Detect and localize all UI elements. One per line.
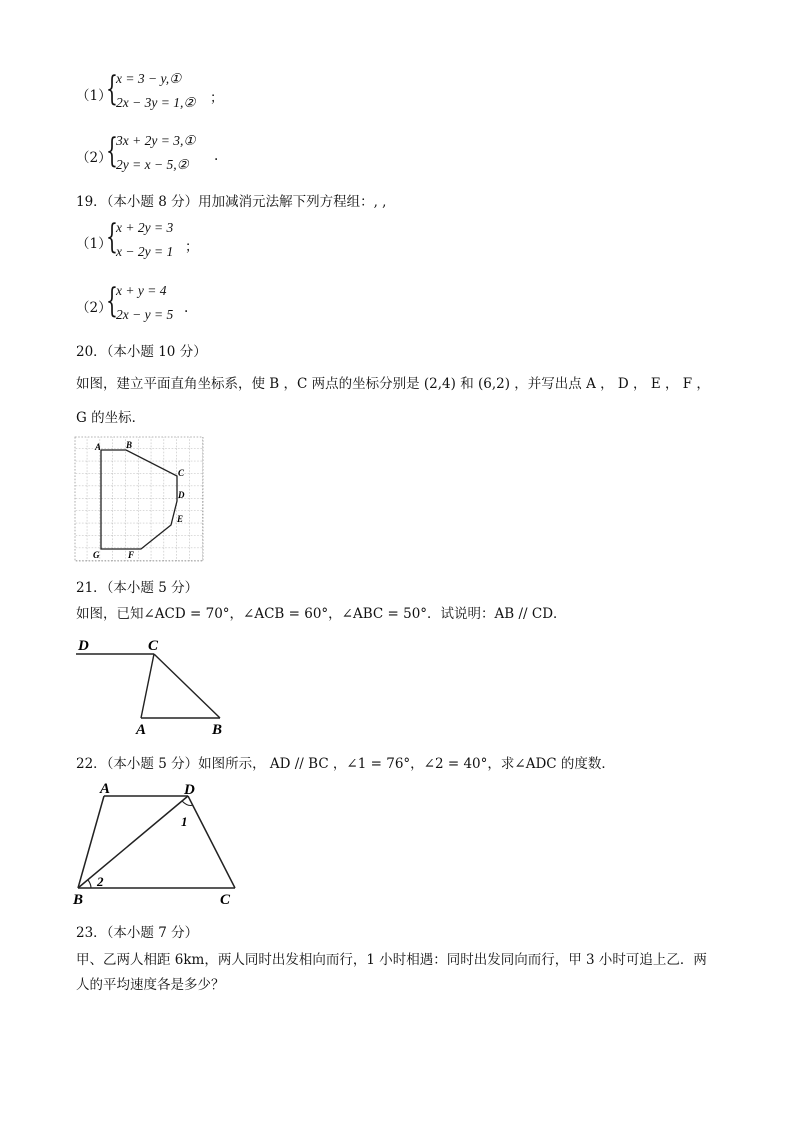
label-C: C: [220, 892, 231, 908]
label-B: B: [126, 440, 133, 450]
q20-heading: 20．（本小题 10 分）: [76, 344, 207, 360]
punctuation: .: [184, 300, 189, 316]
brace: {: [106, 217, 118, 257]
q21-triangle-figure: [74, 630, 234, 740]
label-C: C: [178, 468, 185, 478]
brace: {: [106, 131, 118, 171]
brace: {: [106, 281, 118, 321]
label-A: A: [95, 442, 102, 452]
label-angle-2: 2: [97, 874, 104, 889]
label-F: F: [128, 550, 135, 560]
q19-heading: 19．（本小题 8 分）用加减消元法解下列方程组：, ,: [76, 194, 387, 210]
equation-line: 3x + 2y = 3,①: [116, 133, 196, 148]
equation-line: 2y = x − 5,②: [116, 157, 189, 172]
label-G: G: [93, 550, 100, 560]
label-D: D: [178, 490, 185, 500]
label-C: C: [148, 638, 159, 654]
q20-text-line: 如图，建立平面直角坐标系，使 B ，C 两点的坐标分别是 (2,4) 和 (6,2) ，并写出点 A ， D ， E ， F ，: [76, 376, 710, 392]
q23-heading: 23．（本小题 7 分）: [76, 925, 199, 941]
q19-part2-label: （2）: [76, 300, 112, 316]
q21-heading: 21．（本小题 5 分）: [76, 580, 199, 596]
punctuation: ；: [185, 239, 199, 255]
label-angle-1: 1: [181, 814, 188, 829]
q21-text-line: 如图，已知∠ACD = 70°，∠ACB = 60°，∠ABC = 50°．试说明：AB // CD．: [76, 606, 567, 622]
equation-line: 2x − y = 5: [116, 307, 174, 322]
label-E: E: [177, 514, 184, 524]
q22-text-line: 22．（本小题 5 分）如图所示， AD // BC ，∠1 = 76°，∠2 = 40°，求∠ADC 的度数．: [76, 756, 615, 772]
equation-line: 2x − 3y = 1,②: [116, 95, 196, 110]
label-B: B: [212, 722, 223, 738]
equation-line: x + 2y = 3: [116, 220, 174, 235]
q20-grid-figure: [74, 436, 204, 562]
equation-line: x = 3 − y,①: [116, 71, 182, 86]
q23-text-line: 甲、乙两人相距 6km，两人同时出发相向而行，1 小时相遇：同时出发同向而行，甲 3 小时可追上乙．两: [76, 952, 707, 968]
punctuation: .: [214, 148, 219, 164]
q18-part1-label: （1）: [76, 88, 112, 104]
q23-text-line: 人的平均速度各是多少？: [76, 977, 225, 993]
q20-text-line: G 的坐标．: [76, 410, 146, 426]
punctuation: ；: [210, 90, 224, 106]
equation-line: x + y = 4: [116, 283, 167, 298]
label-A: A: [136, 722, 147, 738]
label-B: B: [73, 892, 84, 908]
label-A: A: [100, 781, 111, 797]
equation-line: x − 2y = 1: [116, 244, 174, 259]
q22-trapezoid-figure: [70, 780, 250, 910]
brace: {: [106, 69, 118, 109]
q19-part1-label: （1）: [76, 236, 112, 252]
label-D: D: [78, 638, 89, 654]
q18-part2-label: （2）: [76, 150, 112, 166]
label-D: D: [184, 782, 195, 798]
